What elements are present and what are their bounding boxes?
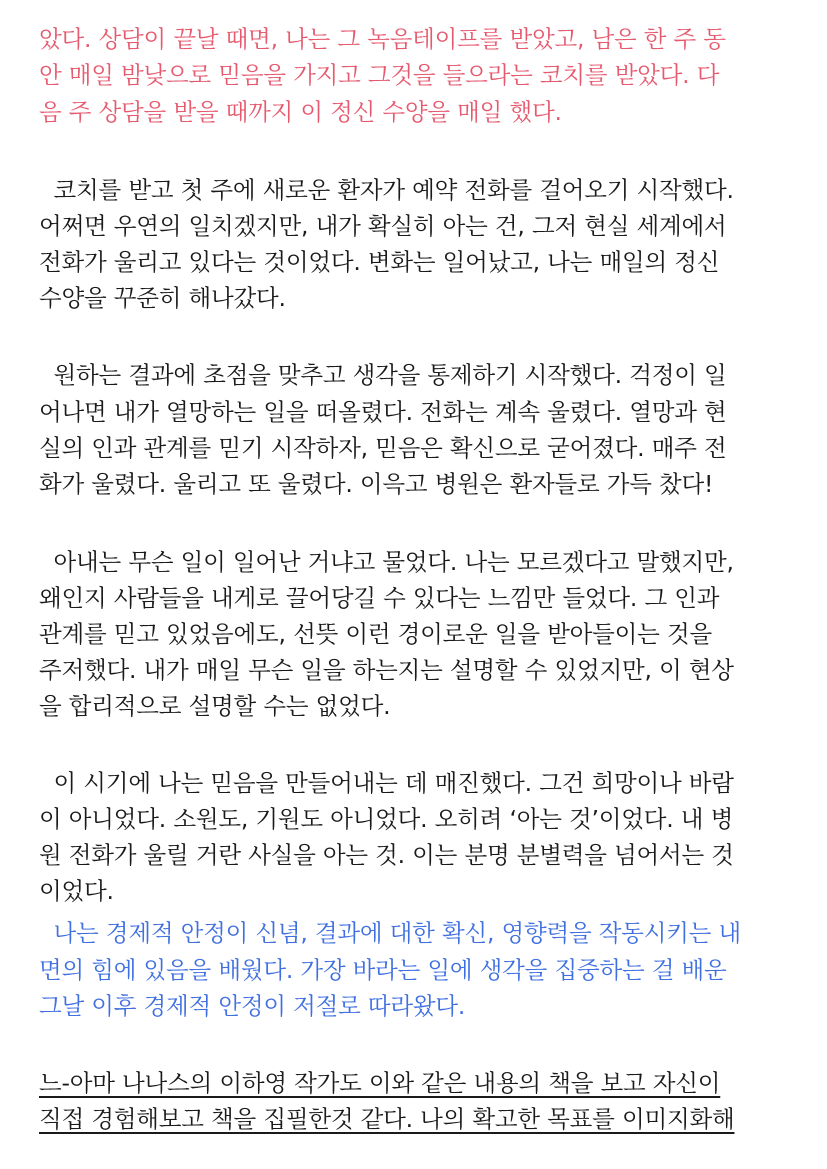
paragraph-3-line-3: 실의 인과 관계를 믿기 시작하자, 믿음은 확신으로 굳어졌다. 매주 전 [39, 434, 727, 462]
paragraph-5-line-3: 원 전화가 울릴 거란 사실을 아는 것. 이는 분명 분별력을 넘어서는 것 [39, 841, 734, 869]
paragraph-1-line-1: 았다. 상담이 끝날 때면, 나는 그 녹음테이프를 받았고, 남은 한 주 동 [39, 25, 726, 53]
paragraph-6-line-3: 그날 이후 경제적 안정이 저절로 따라왔다. [39, 992, 466, 1020]
paragraph-2-line-4: 수양을 꾸준히 해나갔다. [39, 284, 286, 312]
paragraph-5-line-1: 이 시기에 나는 믿음을 만들어내는 데 매진했다. 그건 희망이나 바람 [39, 769, 734, 797]
paragraph-4-line-1: 아내는 무슨 일이 일어난 거냐고 물었다. 나는 모르겠다고 말했지만, [39, 548, 734, 576]
paragraph-7-line-1: 느-아마 나나스의 이하영 작가도 이와 같은 내용의 책을 보고 자신이 [39, 1069, 721, 1097]
paragraph-3-line-2: 어나면 내가 열망하는 일을 떠올렸다. 전화는 계속 울렸다. 열망과 현 [39, 398, 727, 426]
paragraph-4-line-4: 주저했다. 내가 매일 무슨 일을 하는지는 설명할 수 있었지만, 이 현상 [39, 656, 734, 684]
paragraph-5-line-2: 이 아니었다. 소원도, 기원도 아니었다. 오히려 ‘아는 것’이었다. 내 병 [39, 805, 734, 833]
paragraph-5-line-4: 이었다. [39, 877, 114, 905]
paragraph-7-line-2: 직접 경험해보고 책을 집필한것 같다. 나의 확고한 목표를 이미지화해 [39, 1105, 735, 1133]
paragraph-4-line-3: 관계를 믿고 있었음에도, 선뜻 이런 경이로운 일을 받아들이는 것을 [39, 620, 712, 648]
paragraph-4-line-2: 왜인지 사람들을 내게로 끌어당길 수 있다는 느낌만 들었다. 그 인과 [39, 584, 720, 612]
paragraph-6-line-1: 나는 경제적 안정이 신념, 결과에 대한 확신, 영향력을 작동시키는 내 [39, 919, 742, 947]
paragraph-1-line-3: 음 주 상담을 받을 때까지 이 정신 수양을 매일 했다. [39, 98, 562, 126]
paragraph-2-line-2: 어쩌면 우연의 일치겠지만, 내가 확실히 아는 건, 그저 현실 세계에서 [39, 212, 727, 240]
paragraph-3-line-4: 화가 울렸다. 울리고 또 울렸다. 이윽고 병원은 환자들로 가득 찼다! [39, 470, 714, 498]
paragraph-2-line-1: 코치를 받고 첫 주에 새로운 환자가 예약 전화를 걸어오기 시작했다. [39, 176, 734, 204]
paragraph-2-line-3: 전화가 울리고 있다는 것이었다. 변화는 일어났고, 나는 매일의 정신 [39, 248, 720, 276]
paragraph-4-line-5: 을 합리적으로 설명할 수는 없었다. [39, 692, 391, 720]
paragraph-1-line-2: 안 매일 밤낮으로 믿음을 가지고 그것을 들으라는 코치를 받았다. 다 [39, 61, 720, 89]
paragraph-6-line-2: 면의 힘에 있음을 배웠다. 가장 바라는 일에 생각을 집중하는 걸 배운 [39, 956, 727, 984]
paragraph-3-line-1: 원하는 결과에 초점을 맞추고 생각을 통제하기 시작했다. 걱정이 일 [39, 361, 727, 389]
